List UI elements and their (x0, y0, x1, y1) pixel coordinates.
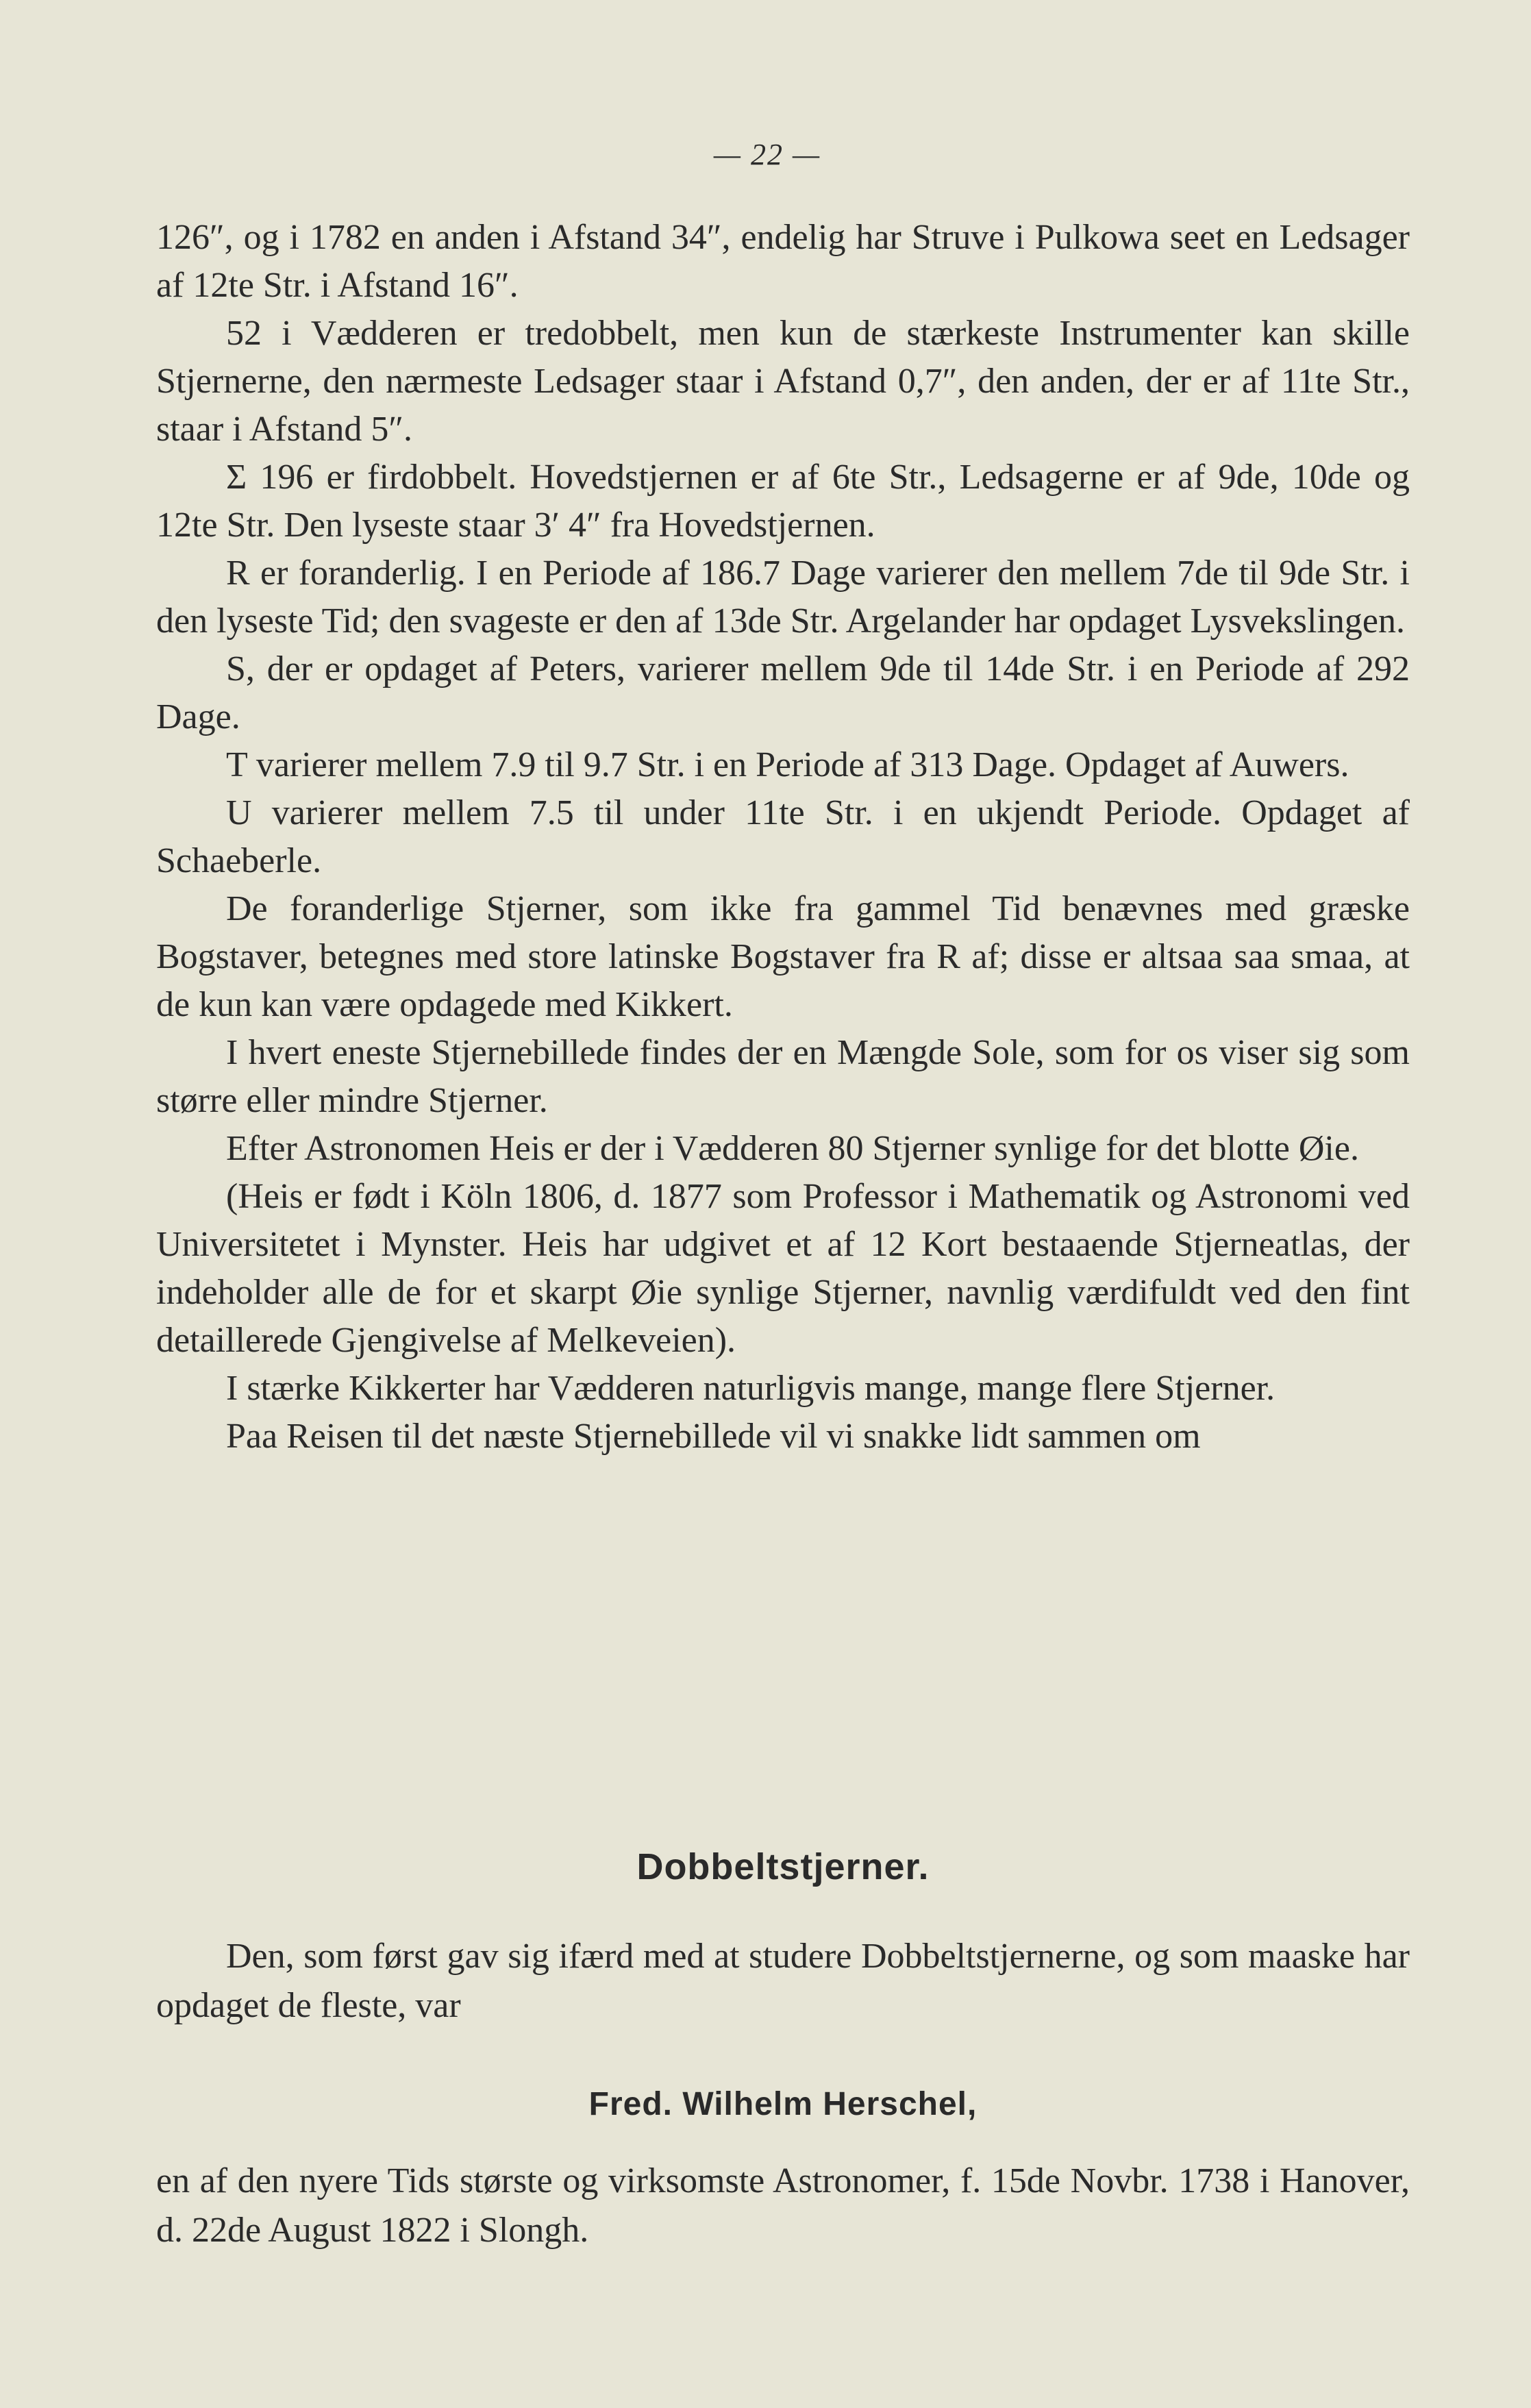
paragraph: R er foranderlig. I en Periode af 186.7 Dage varierer den mellem 7de til 9de Str. i den lyseste Tid; den svageste er den af 13de Str. Argelander har opdaget Lysvekslingen. (156, 554, 1410, 641)
paragraph: Den, som først gav sig ifærd med at studere Dobbeltstjernerne, og som maaske har opdaget de fleste, var (156, 1937, 1410, 2025)
body-text (156, 214, 1410, 1461)
biography-text (156, 2157, 1410, 2255)
paragraph: I stærke Kikkerter har Vædderen naturligvis mange, mange flere Stjerner. (226, 1369, 1275, 1408)
section-heading: Dobbeltstjerner. (636, 1846, 930, 1887)
paragraph: T varierer mellem 7.9 til 9.7 Str. i en Periode af 313 Dage. Opdaget af Auwers. (226, 745, 1349, 784)
section-intro (156, 1932, 1410, 2031)
astronomer-name: Fred. Wilhelm Herschel, (588, 2086, 978, 2122)
paragraph: I hvert eneste Stjernebillede findes der en Mængde Sole, som for os viser sig som større eller mindre Stjerner. (156, 1033, 1410, 1120)
paragraph: en af den nyere Tids største og virksomste Astronomer, f. 15de Novbr. 1738 i Hanover, d. 22de August 1822 i Slongh. (156, 2161, 1410, 2250)
paragraph: 126″, og i 1782 en anden i Afstand 34″, endelig har Struve i Pulkowa seet en Ledsager af 12te Str. i Afstand 16″. (156, 218, 1410, 305)
paragraph: Paa Reisen til det næste Stjernebillede vil vi snakke lidt sammen om (226, 1417, 1201, 1456)
paragraph: De foranderlige Stjerner, som ikke fra gammel Tid benævnes med græske Bogstaver, betegnes med store latinske Bogstaver fra R af; disse er altsaa saa smaa, at de kun kan være opdagede med Kikkert. (156, 889, 1410, 1024)
paragraph: (Heis er født i Köln 1806, d. 1877 som Professor i Mathematik og Astronomi ved Universitetet i Mynster. Heis har udgivet et af 12 Kort bestaaende Stjerneatlas, der indeholder alle de for et skarpt Øie synlige Stjerner, navnlig værdifuldt ved den fint detaillerede Gjengivelse af Melkeveien). (156, 1177, 1410, 1360)
paragraph: 52 i Vædderen er tredobbelt, men kun de stærkeste Instrumenter kan skille Stjernerne, den nærmeste Ledsager staar i Afstand 0,7″, den anden, der er af 11te Str., staar i Afstand 5″. (156, 314, 1410, 449)
page-number: — 22 — (713, 138, 821, 171)
paragraph: Σ 196 er firdobbelt. Hovedstjernen er af 6te Str., Ledsagerne er af 9de, 10de og 12te Str. Den lyseste staar 3′ 4″ fra Hovedstjernen. (156, 458, 1410, 545)
paragraph: S, der er opdaget af Peters, varierer mellem 9de til 14de Str. i en Periode af 292 Dage. (156, 649, 1410, 736)
paragraph: Efter Astronomen Heis er der i Vædderen 80 Stjerner synlige for det blotte Øie. (226, 1129, 1359, 1168)
paragraph: U varierer mellem 7.5 til under 11te Str. i en ukjendt Periode. Opdaget af Schaeberle. (156, 793, 1410, 880)
